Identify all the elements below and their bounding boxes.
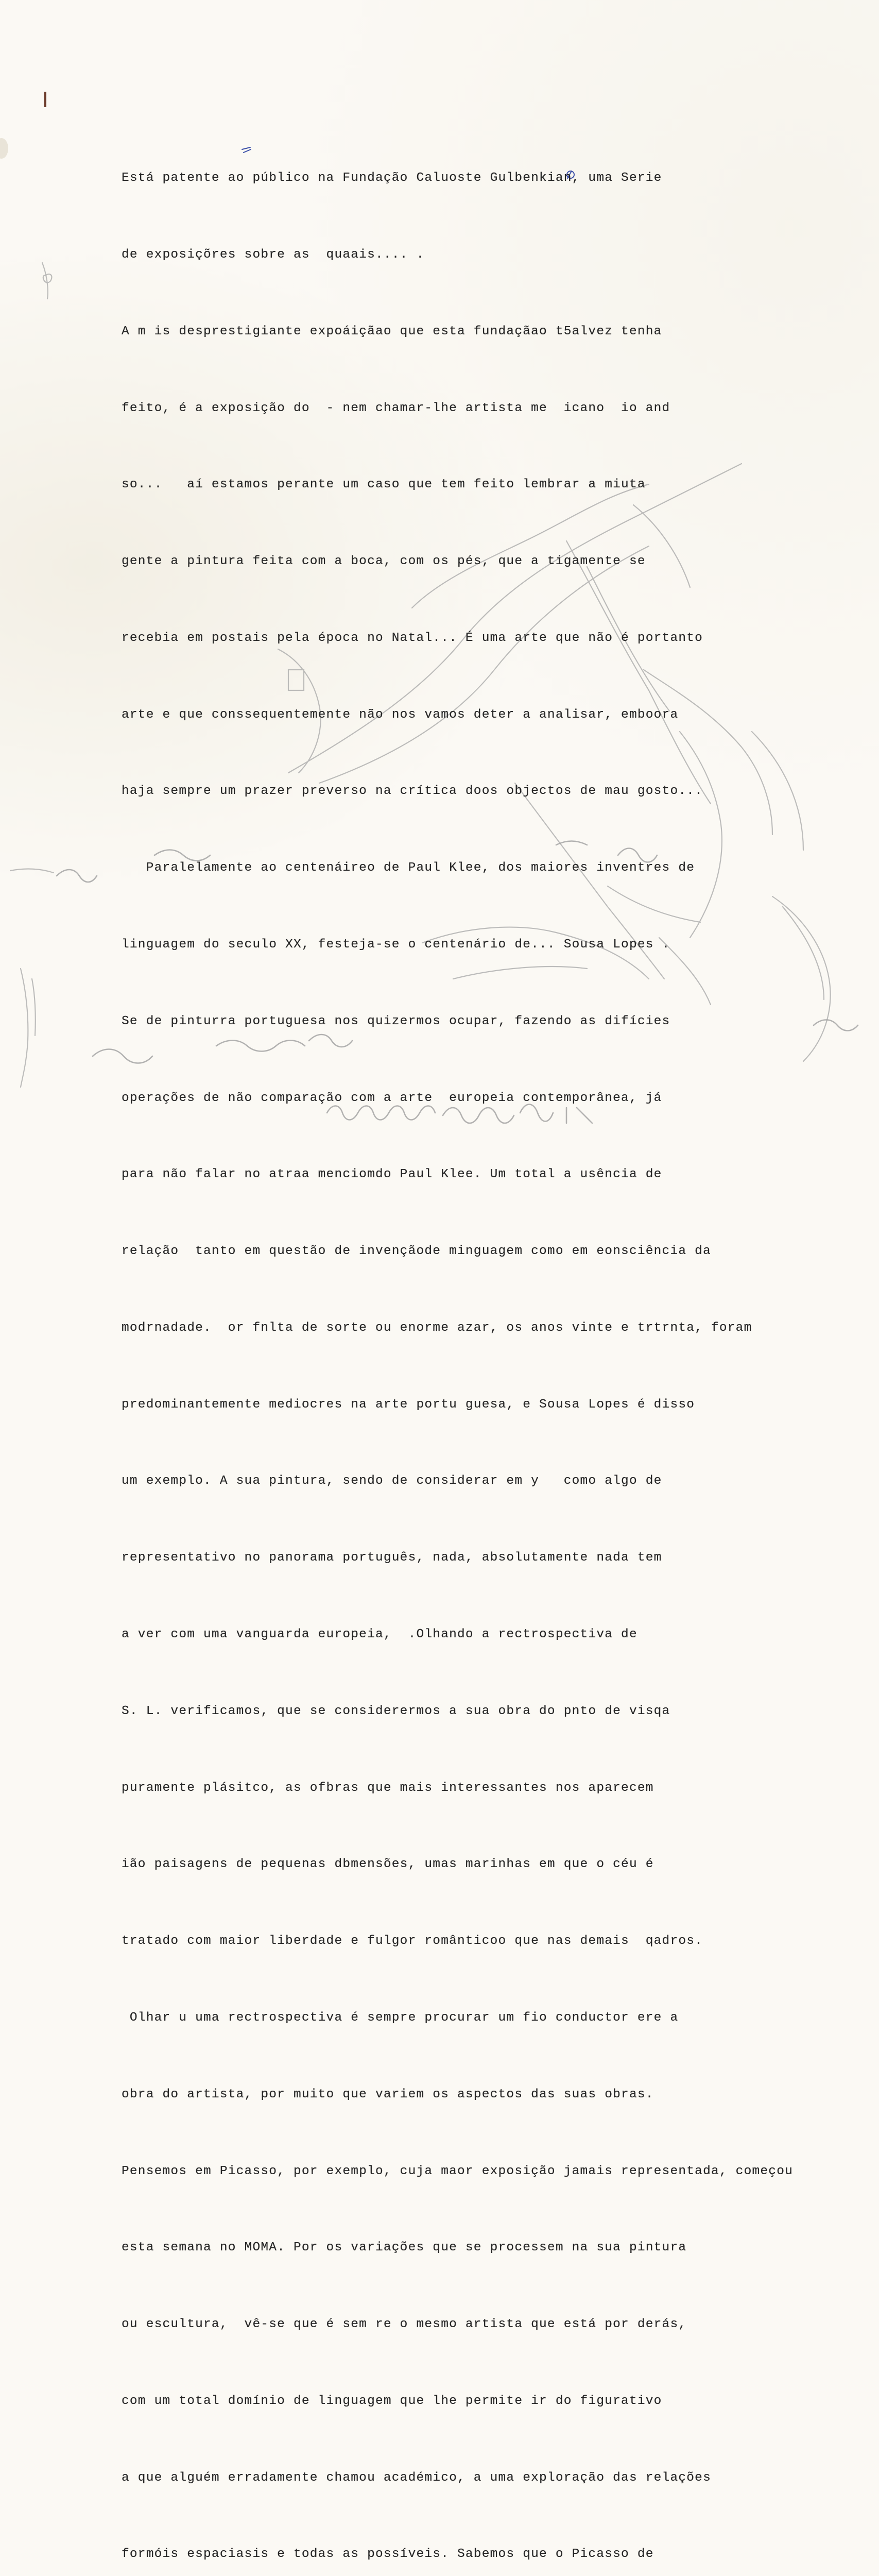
- text-line: obra do artista, por muito que variem os aspectos das suas obras.: [122, 2087, 654, 2102]
- typewritten-text: [122, 114, 863, 2576]
- text-line: A m is desprestigiante expoáiçãao que esta fundaçãao t5alvez tenha: [122, 324, 662, 338]
- text-line: Pensemos em Picasso, por exemplo, cuja maor exposição jamais representada, começou: [122, 2164, 793, 2178]
- text-line: gente a pintura feita com a boca, com os pés, que a tigamente se: [122, 554, 646, 569]
- text-line: puramente plásitco, as ofbras que mais interessantes nos aparecem: [122, 1781, 654, 1795]
- text-line: Paralelamente ao centenáireo de Paul Klee, dos maiores inventres de: [122, 861, 695, 875]
- text-line: com um total domínio de linguagem que lhe permite ir do figurativo: [122, 2394, 662, 2408]
- margin-mark: [44, 92, 46, 107]
- text-line: a que alguém erradamente chamou académico, a uma exploração das relações: [122, 2470, 711, 2485]
- text-line: operações de não comparação com a arte europeia contemporânea, já: [122, 1091, 662, 1105]
- text-line: Olhar u uma rectrospectiva é sempre procurar um fio conductor ere a: [122, 2010, 679, 2025]
- text-line: para não falar no atraa menciomdo Paul Klee. Um total a usência de: [122, 1167, 662, 1182]
- text-line: de exposiçõres sobre as quaais.... .: [122, 247, 425, 262]
- text-line: feito, é a exposição do - nem chamar-lhe artista me icano io and: [122, 401, 670, 415]
- text-line: Está patente ao público na Fundação Caluoste Gulbenkian, uma Serie: [122, 171, 662, 185]
- text-line: a ver com uma vanguarda europeia, .Olhando a rectrospectiva de: [122, 1628, 637, 1642]
- text-line: so... aí estamos perante um caso que tem feito lembrar a miuta: [122, 478, 646, 492]
- text-line: representativo no panorama português, nada, absolutamente nada tem: [122, 1551, 662, 1565]
- text-line: modrnadade. or fnlta de sorte ou enorme azar, os anos vinte e trtrnta, foram: [122, 1320, 752, 1335]
- text-line: tratado com maior liberdade e fulgor românticoo que nas demais qadros.: [122, 1934, 703, 1948]
- text-line: recebia em postais pela época no Natal... É uma arte que não é portanto: [122, 631, 703, 645]
- punch-hole-mark: [0, 138, 8, 159]
- text-line: relação tanto em questão de invençãode minguagem como em eonsciência da: [122, 1244, 711, 1259]
- text-line: haja sempre um prazer preverso na crítica doos objectos de mau gosto...: [122, 784, 703, 799]
- text-line: Se de pinturra portuguesa nos quizermos ocupar, fazendo as difícies: [122, 1014, 670, 1028]
- text-line: esta semana no MOMA. Por os variações que se processem na sua pintura: [122, 2241, 687, 2255]
- text-line: ião paisagens de pequenas dbmensões, umas marinhas em que o céu é: [122, 1857, 654, 1872]
- text-line: arte e que conssequentemente não nos vamos deter a analisar, emboora: [122, 707, 679, 722]
- text-line: predominantemente mediocres na arte portu guesa, e Sousa Lopes é disso: [122, 1397, 695, 1412]
- text-line: linguagem do seculo XX, festeja-se o centenário de... Sousa Lopes .: [122, 938, 670, 952]
- text-line: ou escultura, vê-se que é sem re o mesmo artista que está por derás,: [122, 2317, 687, 2332]
- text-line: um exemplo. A sua pintura, sendo de considerar em y como algo de: [122, 1474, 662, 1488]
- text-line: S. L. verificamos, que se considerermos a sua obra do pnto de visqa: [122, 1704, 670, 1718]
- text-line: formóis espaciasis e todas as possíveis. Sabemos que o Picasso de: [122, 2547, 654, 2562]
